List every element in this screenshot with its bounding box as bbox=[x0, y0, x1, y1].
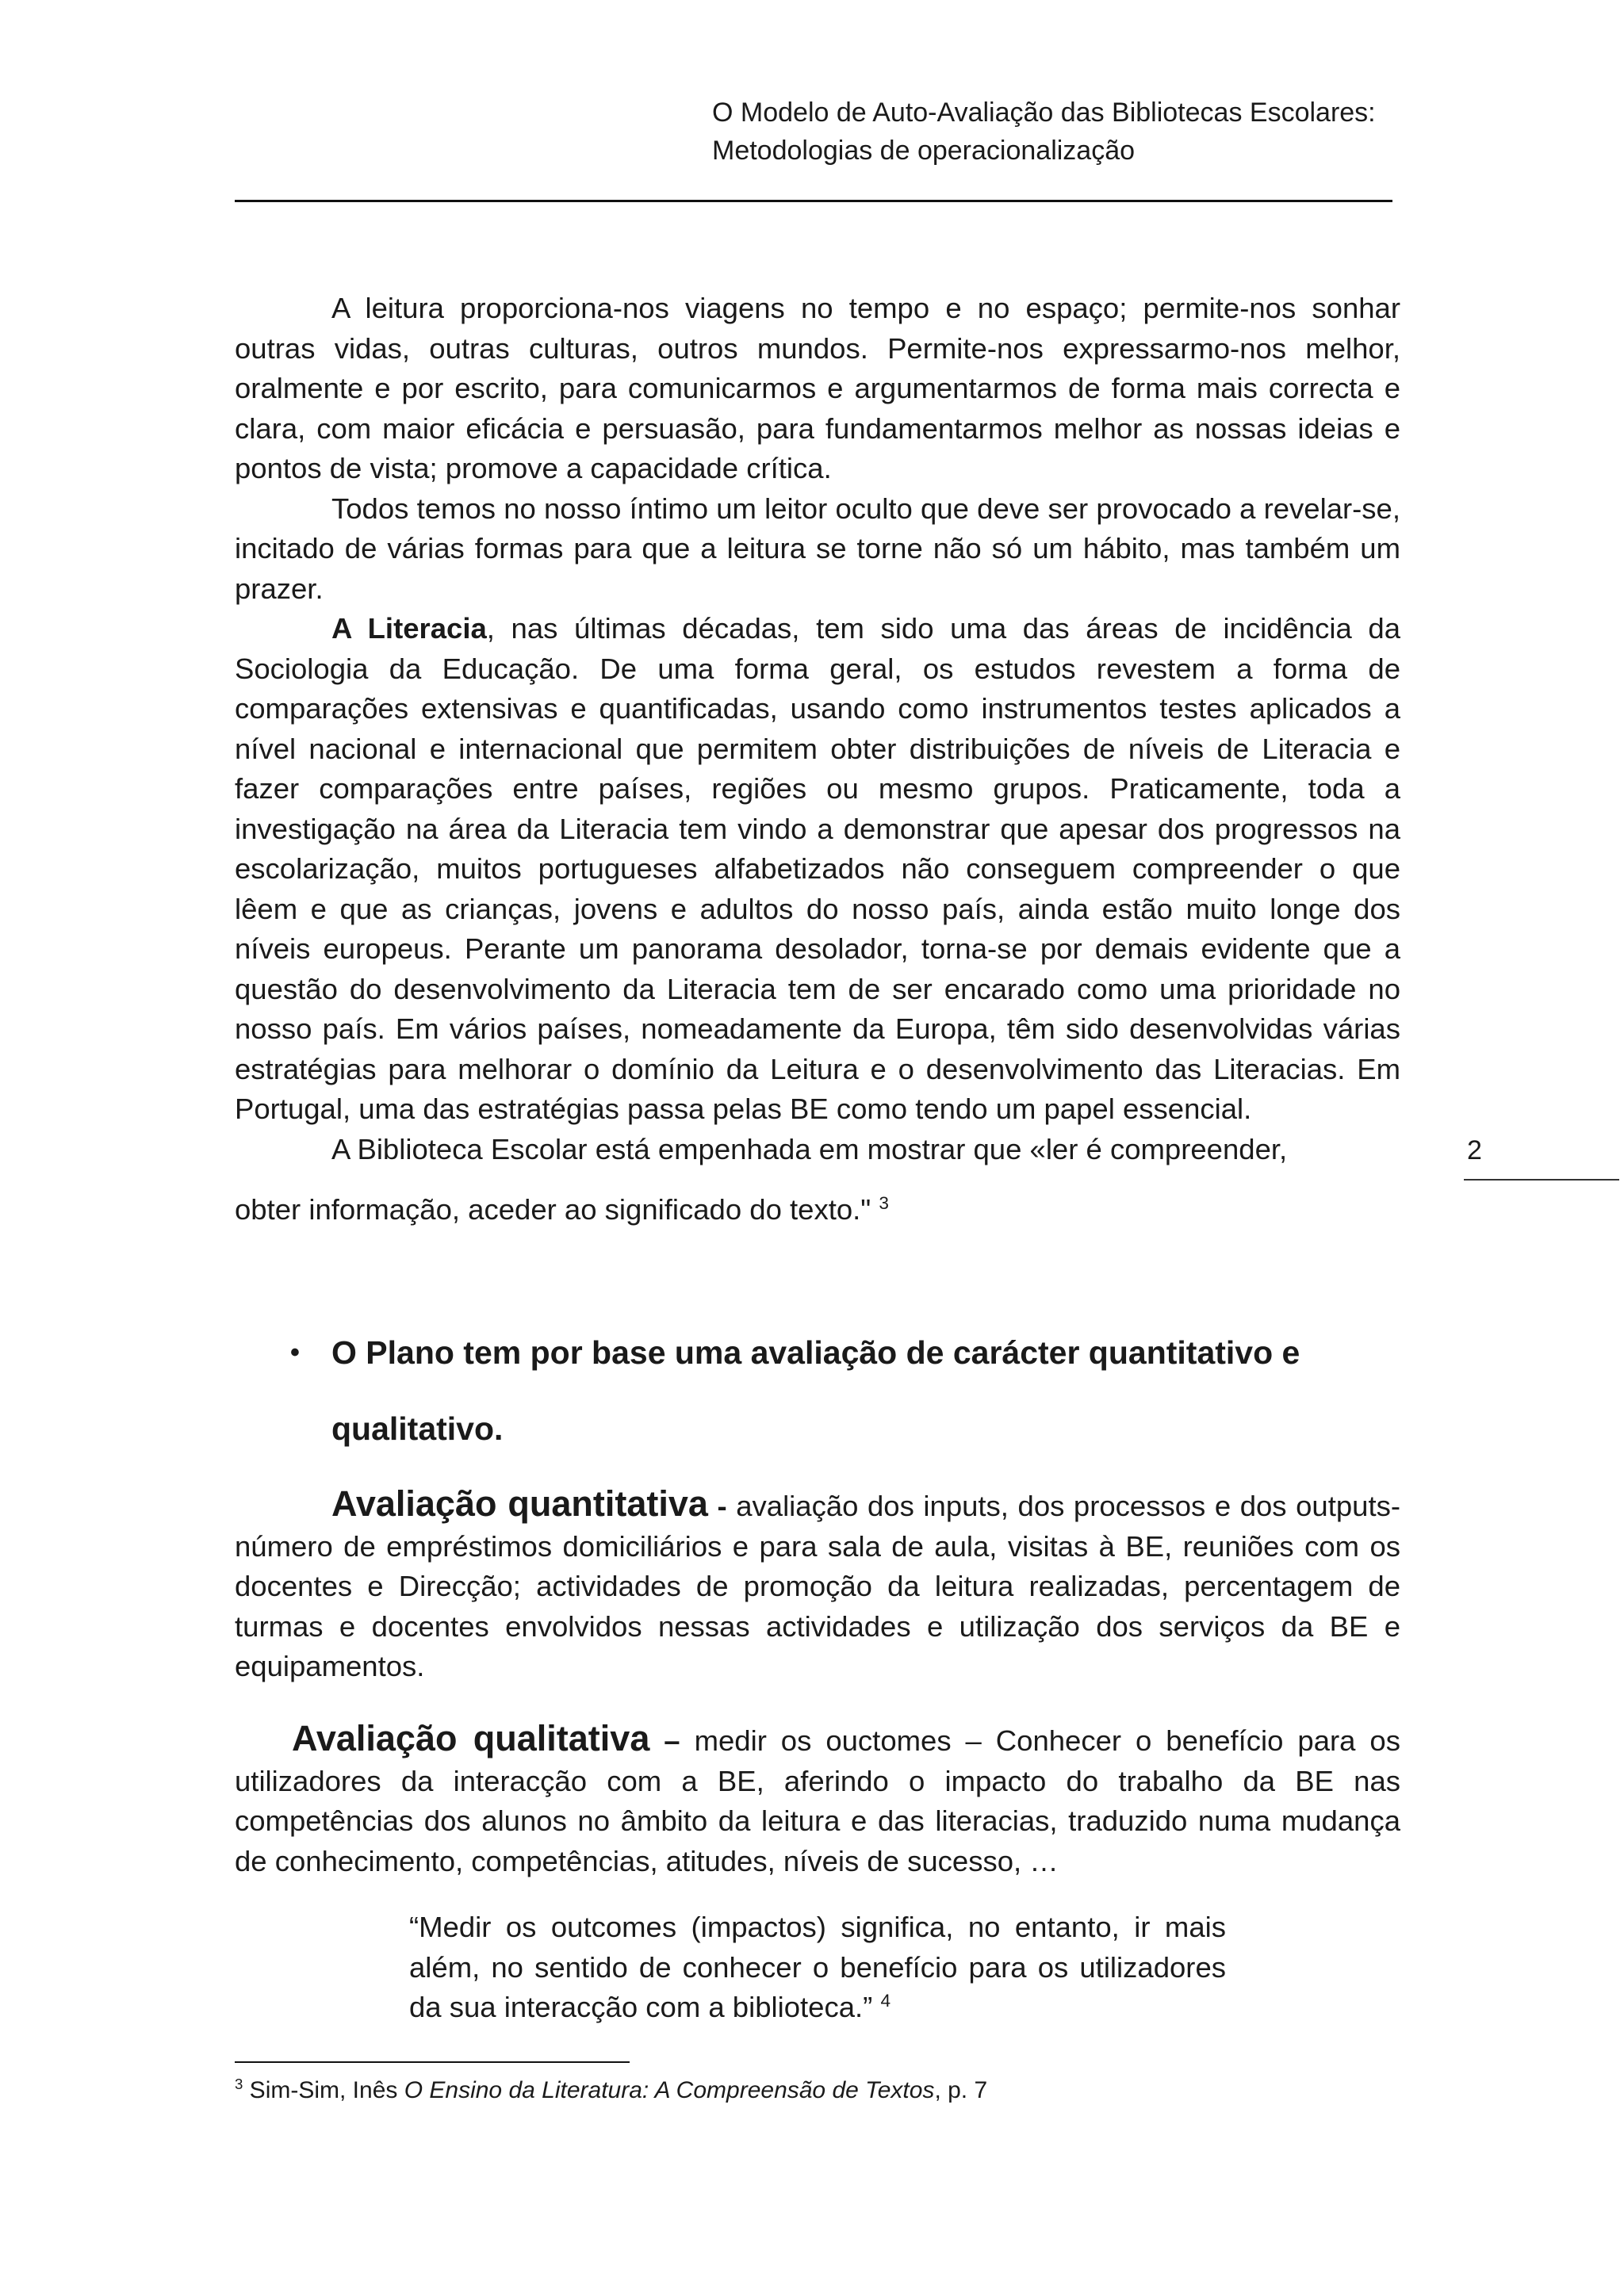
footnote-ref-4: 4 bbox=[880, 1990, 891, 2011]
paragraph-reading: A leitura proporciona-nos viagens no tempo e no espaço; permite-nos sonhar outras vidas, outras culturas, outros mundos. Permite-nos expressarmo-nos melhor, oralmente e por escrito, para comunicarmos e argumentarmos de forma mais correcta e clara, com maior eficácia e persuasão, para fundamentarmos melhor as nossas ideias e pontos de vista; promove a capacidade crítica. bbox=[235, 292, 1400, 484]
quantitative-paragraph bbox=[235, 1484, 1400, 1687]
paragraph-school-library-line2 bbox=[235, 1190, 1400, 1230]
paragraph-school-library-line1: A Biblioteca Escolar está empenhada em mostrar que «ler é compreender, bbox=[331, 1132, 1288, 1165]
bullet-line-1: O Plano tem por base uma avaliação de carácter quantitativo e bbox=[331, 1334, 1300, 1371]
body-text bbox=[235, 289, 1400, 1230]
footnote-title: O Ensino da Literatura: A Compreensão de Textos bbox=[404, 2077, 935, 2103]
school-library-quote-end: obter informação, aceder ao significado do texto." bbox=[235, 1193, 871, 1226]
quantitative-text: avaliação dos inputs, dos processos e dos outputs- número de empréstimos domiciliários e para sala de aula, visitas à BE, reuniões com os docentes e Direcção; actividades de promoção da leitura realizadas, percentagem de turmas e docentes envolvidos nessas actividades e utilização dos serviços da BE e equipamentos. bbox=[235, 1490, 1401, 1682]
qualitative-separator: – bbox=[649, 1724, 695, 1757]
running-header bbox=[712, 94, 1426, 170]
header-rule bbox=[235, 200, 1392, 202]
page-number: 2 bbox=[1467, 1135, 1482, 1165]
quote-text: “Medir os outcomes (impactos) significa, no entanto, ir mais além, no sentido de conhecer o benefício para os utilizadores da sua interacção com a biblioteca.” bbox=[409, 1911, 1226, 2023]
block-quote bbox=[409, 1908, 1226, 2028]
paragraph-hidden-reader: Todos temos no nosso íntimo um leitor oculto que deve ser provocado a revelar-se, incitado de várias formas para que a leitura se torne não só um hábito, mas também um prazer. bbox=[235, 492, 1400, 605]
plan-bullet bbox=[290, 1314, 1369, 1467]
qualitative-paragraph bbox=[235, 1719, 1400, 1881]
qualitative-section bbox=[235, 1719, 1400, 1881]
quantitative-separator: - bbox=[707, 1490, 737, 1522]
header-line-2: Metodologias de operacionalização bbox=[712, 136, 1136, 166]
qualitative-label: Avaliação qualitativa bbox=[292, 1718, 650, 1758]
footnote-rule bbox=[235, 2061, 630, 2063]
page-number-rule bbox=[1464, 1179, 1619, 1181]
bullet-line-2: qualitativo. bbox=[331, 1410, 504, 1447]
footnote-ref-3: 3 bbox=[879, 1192, 889, 1213]
footnote-number: 3 bbox=[235, 2076, 243, 2092]
paragraph-literacy bbox=[235, 609, 1400, 1130]
literacy-text: , nas últimas décadas, tem sido uma das áreas de incidência da Sociologia da Educação. De uma forma geral, os estudos revestem a forma de comparações extensivas e quantificadas, usando como instrumentos testes aplicados a nível nacional e internacional que permitem obter distribuições de níveis de Literacia e fazer comparações entre países, regiões ou mesmo grupos. Praticamente, toda a investigação na área da Literacia tem vindo a demonstrar que apesar dos progressos na escolarização, muitos portugueses alfabetizados não conseguem compreender o que lêem e que as crianças, jovens e adultos do nosso país, ainda estão muito longe dos níveis europeus. Perante um panorama desolador, torna-se por demais evidente que a questão do desenvolvimento da Literacia tem de ser encarado como uma prioridade no nosso país. Em vários países, nomeadamente da Europa, têm sido desenvolvidas várias estratégias para melhorar o domínio da Leitura e o desenvolvimento das Literacias. Em Portugal, uma das estratégias passa pelas BE como tendo um papel essencial. bbox=[235, 612, 1400, 1125]
quantitative-section bbox=[235, 1484, 1400, 1687]
header-line-1: O Modelo de Auto-Avaliação das Bibliotecas Escolares: bbox=[712, 98, 1376, 128]
footnote-3 bbox=[235, 2074, 987, 2107]
bullet-icon: • bbox=[290, 1337, 300, 1368]
qualitative-text: medir os ouctomes – Conhecer o benefício para os utilizadores da interacção com a BE, aferindo o impacto do trabalho da BE nas competências dos alunos no âmbito da leitura e das literacias, traduzido numa mudança de conhecimento, competências, atitudes, níveis de sucesso, … bbox=[235, 1724, 1400, 1877]
footnote-page: , p. 7 bbox=[934, 2077, 988, 2103]
footnote-author: Sim-Sim, Inês bbox=[243, 2077, 404, 2103]
literacy-term: A Literacia bbox=[331, 612, 487, 645]
quantitative-label: Avaliação quantitativa bbox=[331, 1483, 708, 1524]
